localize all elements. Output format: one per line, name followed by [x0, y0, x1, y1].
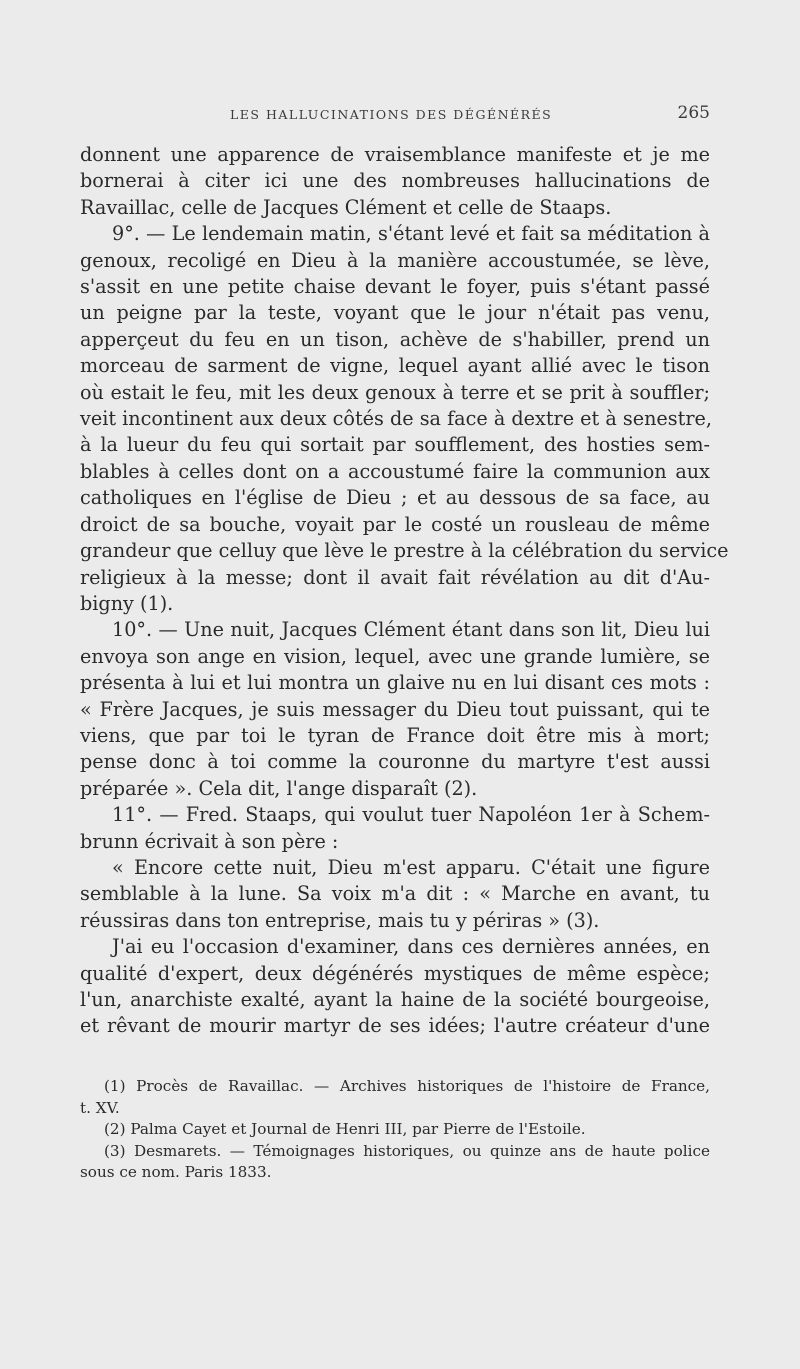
text-line: morceau de sarment de vigne, lequel ayant allié avec le tison — [80, 354, 710, 378]
text-line: grandeur que celluy que lève le prestre à la célébration du service — [80, 539, 729, 563]
text-line: 10°. — Une nuit, Jacques Clément étant dans son lit, Dieu lui — [112, 618, 710, 642]
text-line: 11°. — Fred. Staaps, qui voulut tuer Napoléon 1er à Schem- — [112, 803, 710, 827]
text-line: droict de sa bouche, voyait par le costé un rousleau de même — [80, 512, 710, 536]
text-line: pense donc à toi comme la couronne du martyre t'est aussi — [80, 750, 710, 774]
text-line: catholiques en l'église de Dieu ; et au dessous de sa face, au — [80, 486, 710, 510]
text-line: à la lueur du feu qui sortait par soufflement, des hosties sem- — [80, 433, 710, 457]
text-line: J'ai eu l'occasion d'examiner, dans ces dernières années, en — [112, 935, 710, 959]
footnote-line: sous ce nom. Paris 1833. — [80, 1163, 272, 1182]
text-line: préparée ». Cela dit, l'ange disparaît (2). — [80, 776, 478, 800]
text-line: « Encore cette nuit, Dieu m'est apparu. C'était une figure — [112, 855, 710, 879]
text-line: l'un, anarchiste exalté, ayant la haine de la société bourgeoise, — [80, 988, 710, 1011]
footnote-line: (2) Palma Cayet et Journal de Henri III, par Pierre de l'Estoile. — [104, 1120, 586, 1139]
footnote-line: t. XV. — [80, 1098, 120, 1117]
text-line: s'assit en une petite chaise devant le foyer, puis s'étant passé — [80, 275, 710, 299]
footnote-line: (3) Desmarets. — Témoignages historiques, ou quinze ans de haute police — [104, 1141, 710, 1160]
text-line: donnent une apparence de vraisemblance manifeste et je me — [80, 143, 710, 166]
text-line: envoya son ange en vision, lequel, avec une grande lumière, se — [80, 644, 710, 668]
text-line: réussiras dans ton entreprise, mais tu y périras » (3). — [80, 908, 600, 932]
running-title: LES HALLUCINATIONS DES DÉGÉNÉRÉS — [230, 107, 553, 122]
text-line: genoux, recoligé en Dieu à la manière accoustumée, se lève, — [80, 248, 710, 272]
text-line: et rêvant de mourir martyr de ses idées; l'autre créateur d'une — [80, 1014, 710, 1038]
text-line: où estait le feu, mit les deux genoux à terre et se prit à souffler; — [80, 380, 710, 404]
text-line: bigny (1). — [80, 591, 174, 615]
text-line: religieux à la messe; dont il avait fait révélation au dit d'Au- — [80, 565, 710, 589]
page-number: 265 — [677, 103, 710, 123]
footnote-line: (1) Procès de Ravaillac. — Archives historiques de l'histoire de France, — [104, 1077, 710, 1095]
text-line: veit incontinent aux deux côtés de sa face à dextre et à senestre, — [80, 407, 712, 431]
text-line: qualité d'expert, deux dégénérés mystiques de même espèce; — [80, 961, 710, 985]
text-line: 9°. — Le lendemain matin, s'étant levé et fait sa méditation à — [112, 222, 710, 246]
text-line: viens, que par toi le tyran de France doit être mis à mort; — [80, 723, 710, 747]
text-line: brunn écrivait à son père : — [80, 829, 339, 853]
text-line: blables à celles dont on a accoustumé faire la communion aux — [80, 459, 710, 483]
text-line: un peigne par la teste, voyant que le jour n'était pas venu, — [80, 301, 710, 325]
text-line: bornerai à citer ici une des nombreuses hallucinations de — [80, 169, 710, 193]
text-line: semblable à la lune. Sa voix m'a dit : « Marche en avant, tu — [80, 882, 710, 906]
text-line: « Frère Jacques, je suis messager du Dieu tout puissant, qui te — [80, 697, 710, 721]
text-line: présenta à lui et lui montra un glaive nu en lui disant ces mots : — [80, 671, 710, 695]
text-line: apperçeut du feu en un tison, achève de s'habiller, prend un — [80, 327, 710, 351]
footnotes — [80, 1076, 710, 1184]
text-line: Ravaillac, celle de Jacques Clément et celle de Staaps. — [80, 195, 612, 219]
body-text — [80, 142, 729, 1040]
